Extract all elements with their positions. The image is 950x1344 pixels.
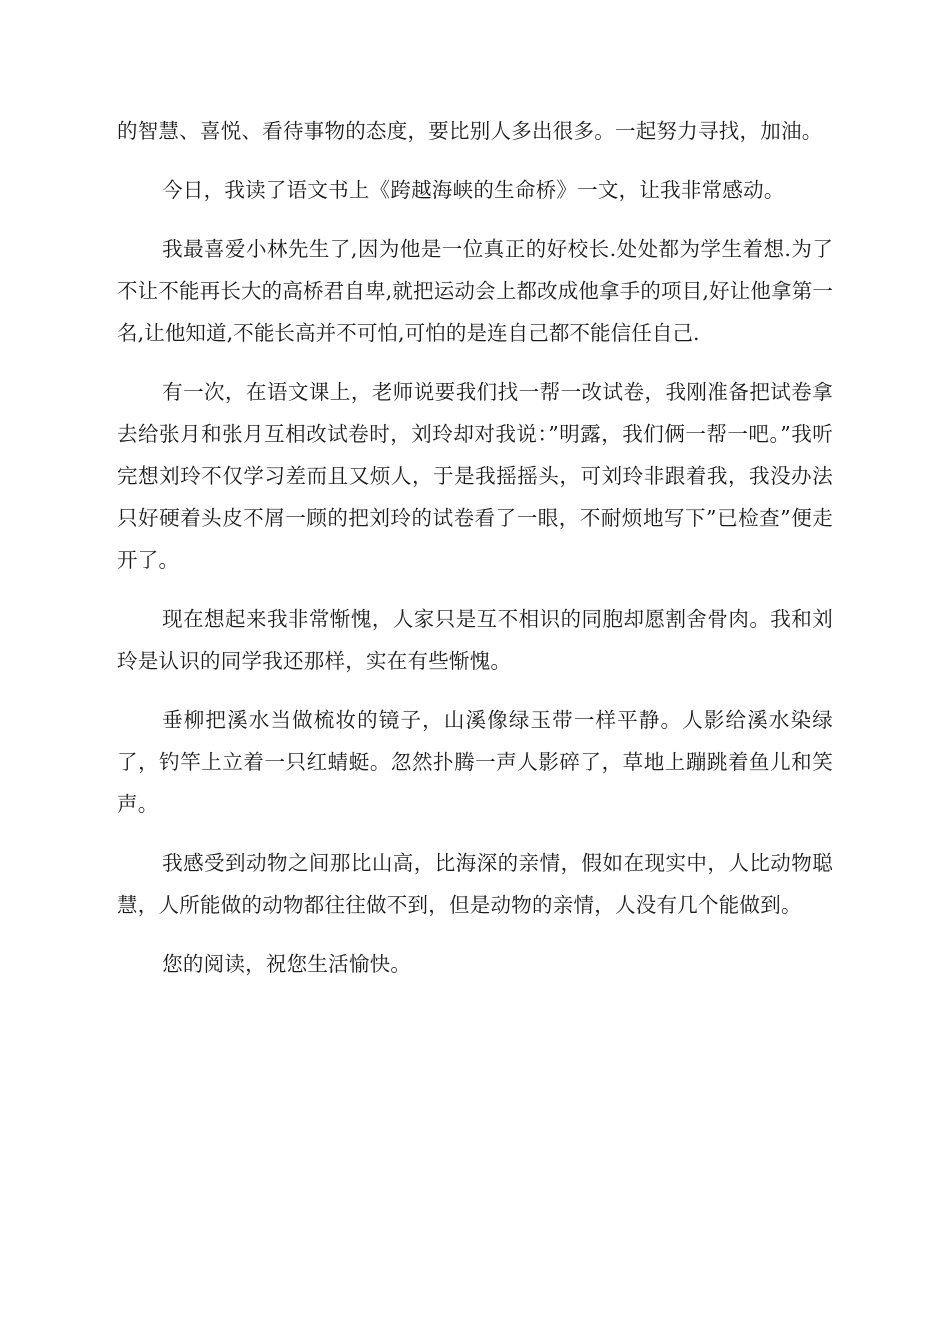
paragraph-story: 有一次，在语文课上，老师说要我们找一帮一改试卷，我刚准备把试卷拿去给张月和张月互相改试卷时，刘玲却对我说：”明露，我们俩一帮一吧。”我听完想刘玲不仅学习差而且又烦人，于是我摇摇头，可刘玲非跟着我，我没办法只好硬着头皮不屑一顾的把刘玲的试卷看了一眼，不耐烦地写下”已检查”便走开了。 xyxy=(117,380,833,572)
document-body xyxy=(117,110,833,1002)
paragraph-principal: 我最喜爱小林先生了,因为他是一位真正的好校长.处处都为学生着想.为了不让不能再长大的高桥君自卑,就把运动会上都改成他拿手的项目,好让他拿第一名,让他知道,不能长高并不可怕,可怕的是连自己都不能信任自己. xyxy=(117,237,833,345)
paragraph-scenery: 垂柳把溪水当做梳妆的镜子，山溪像绿玉带一样平静。人影给溪水染绿了，钓竿上立着一只红蜻蜓。忽然扑腾一声人影碎了，草地上蹦跳着鱼儿和笑声。 xyxy=(117,708,833,816)
paragraph-continuation: 的智慧、喜悦、看待事物的态度，要比别人多出很多。一起努力寻找，加油。 xyxy=(117,119,823,143)
paragraph-reflection: 现在想起来我非常惭愧，人家只是互不相识的同胞却愿割舍骨肉。我和刘玲是认识的同学我还那样，实在有些惭愧。 xyxy=(117,607,833,673)
paragraph-intro: 今日，我读了语文书上《跨越海峡的生命桥》一文，让我非常感动。 xyxy=(162,178,785,202)
paragraph-animals: 我感受到动物之间那比山高，比海深的亲情，假如在现实中，人比动物聪慧，人所能做的动物都往往做不到，但是动物的亲情，人没有几个能做到。 xyxy=(117,851,833,917)
paragraph-closing: 您的阅读，祝您生活愉快。 xyxy=(162,952,412,976)
